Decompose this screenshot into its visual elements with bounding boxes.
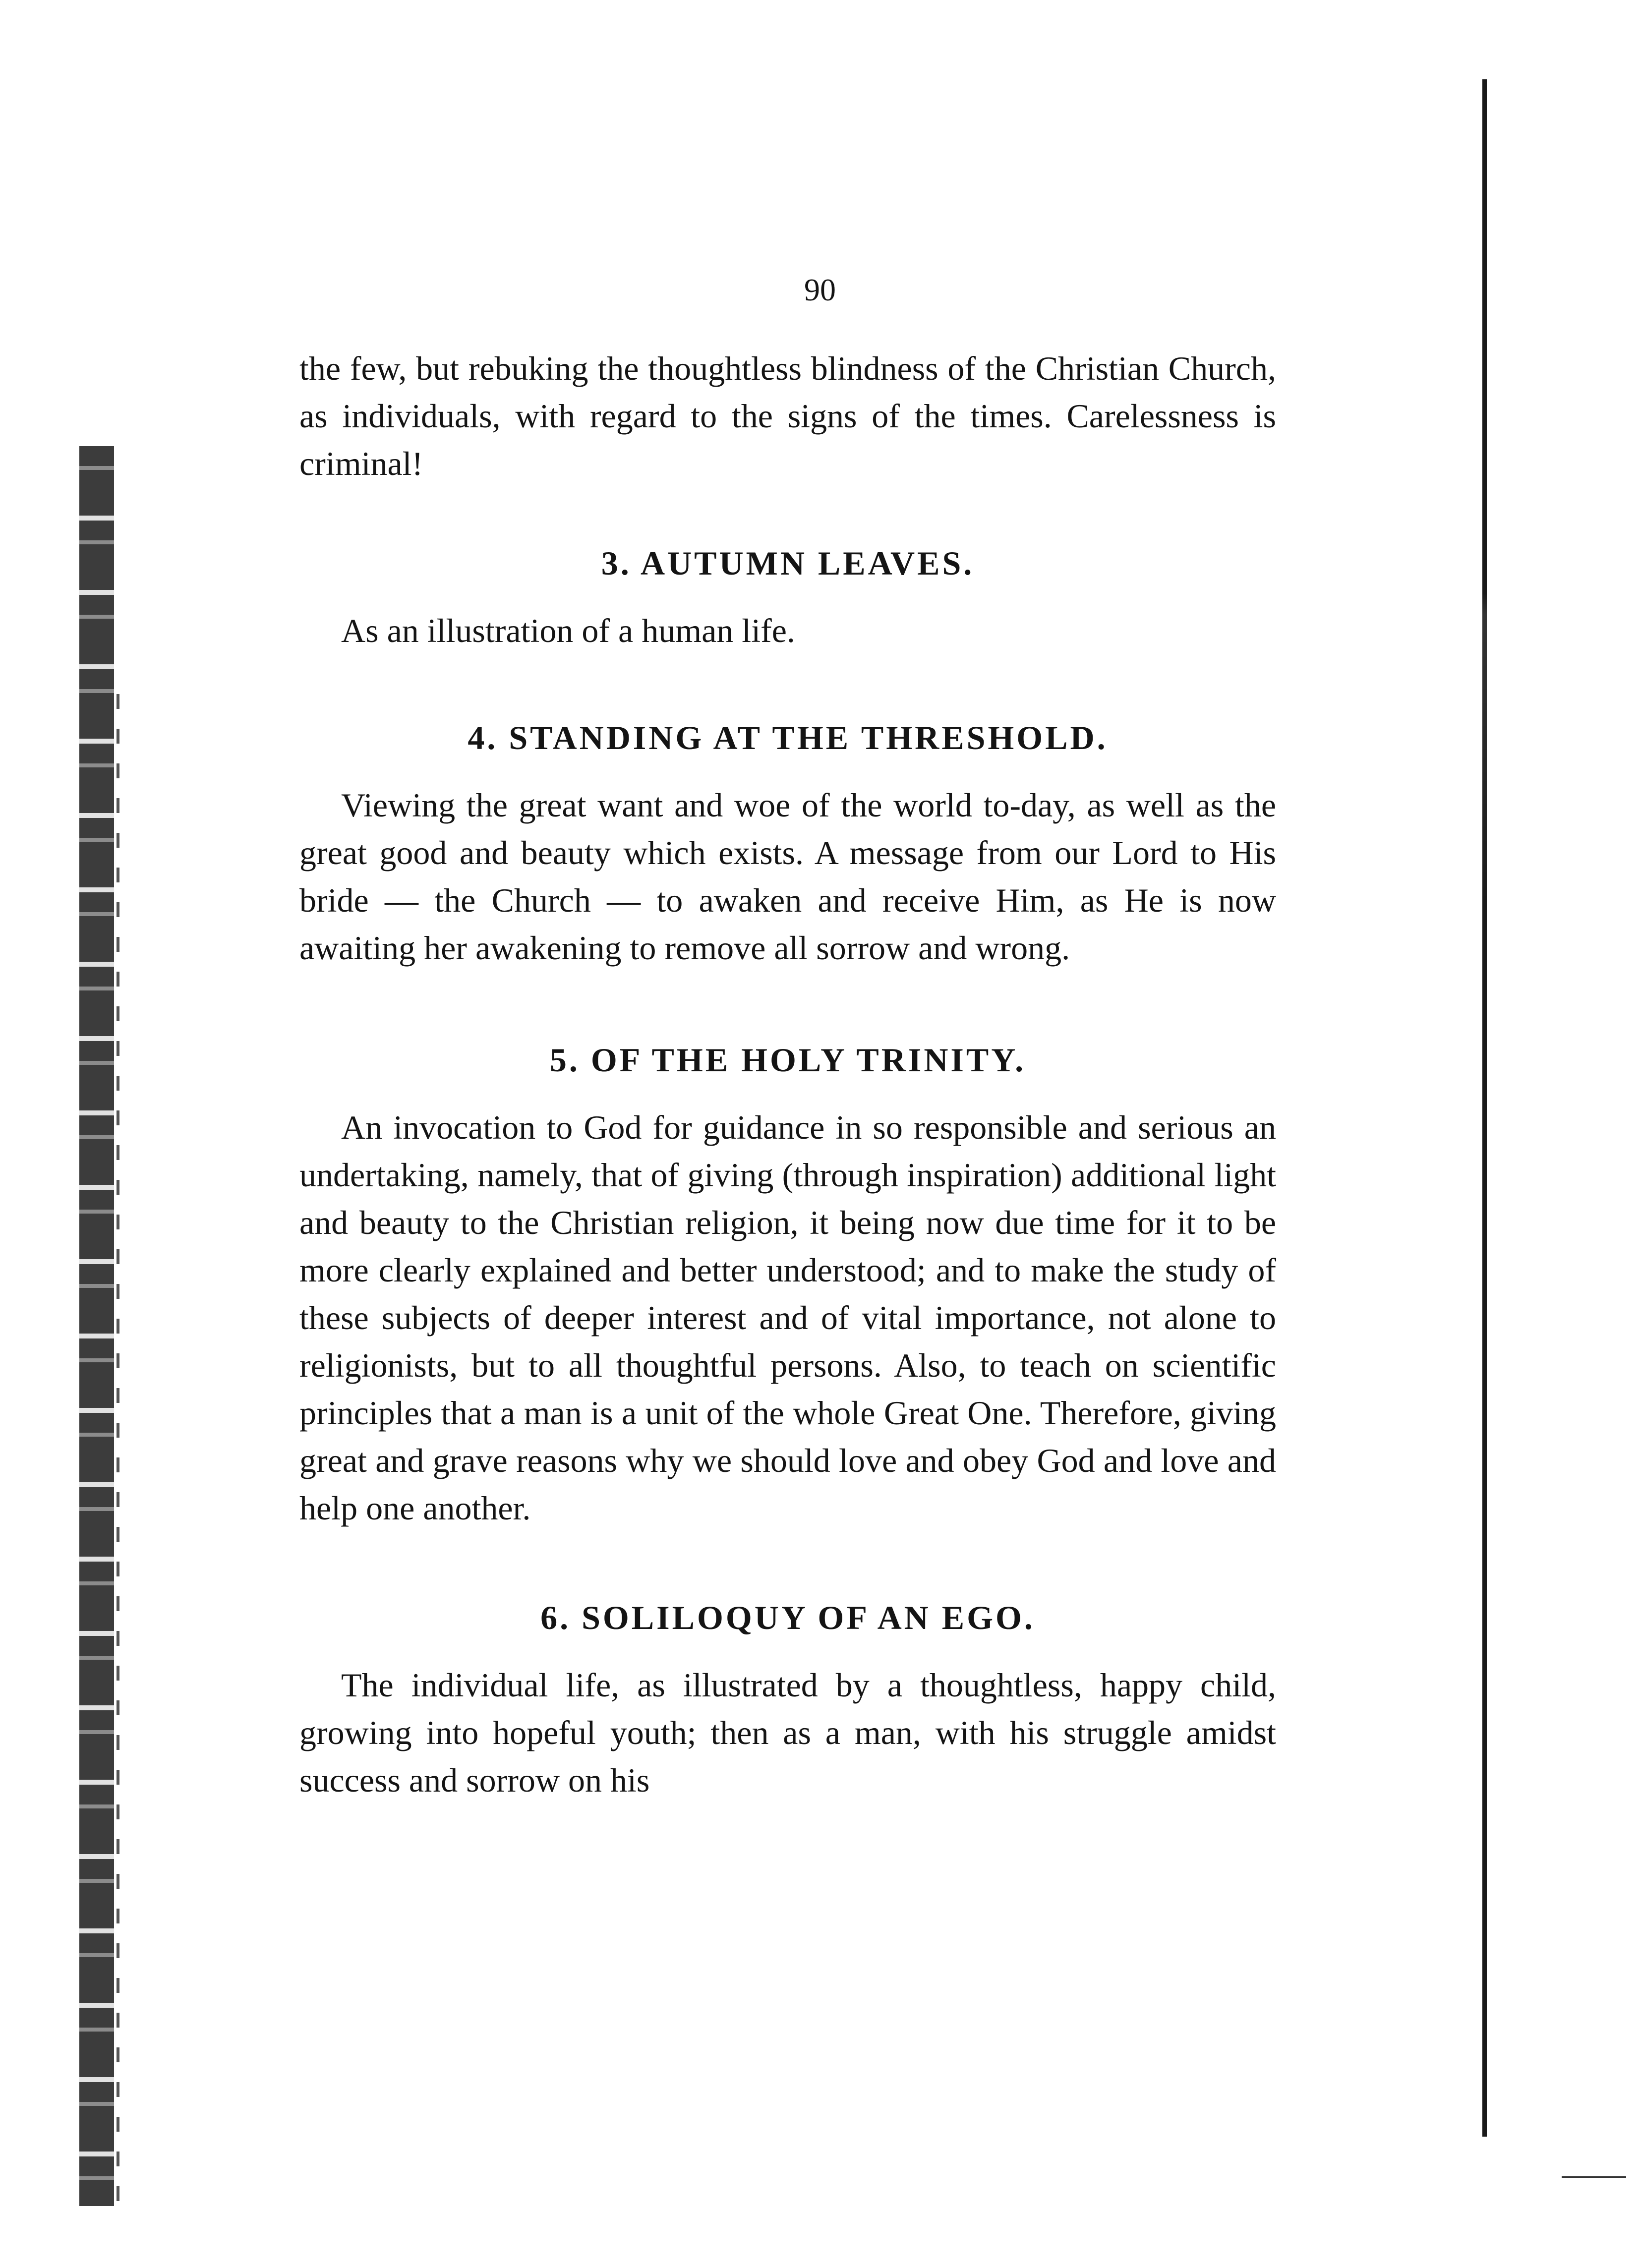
section-5-body: An invocation to God for guidance in so responsible and serious an undertaking, namely, that of giving (through inspiration) additional light and beauty to the Christian religion, it being now due time for it to be more clearly explained and better understood; and to make the study of these subjects of deeper interest and of vital importance, not alone to religionists, but to all thoughtful persons. Also, to teach on scientific principles that a man is a unit of the whole Great One. Therefore, giving great and grave reasons why we should love and obey God and love and help one another.: [299, 1108, 1276, 1527]
section-4-heading: 4. STANDING AT THE THRESHOLD.: [468, 719, 1108, 756]
text-block: [299, 345, 1276, 1804]
section-6-heading: 6. SOLILOQUY OF AN EGO.: [540, 1599, 1035, 1636]
section-3-body: As an illustration of a human life.: [341, 612, 795, 649]
page-edge-line: [1482, 79, 1487, 2137]
intro-paragraph: the few, but rebuking the thoughtless blindness of the Christian Church, as individuals, with regard to the signs of the times. Carelessness is criminal!: [299, 349, 1276, 482]
section-6-body: The individual life, as illustrated by a thoughtless, happy child, growing into hopeful youth; then as a man, with his struggle amidst success and sorrow on his: [299, 1666, 1276, 1799]
page-number: 90: [804, 272, 836, 307]
binding-gutter-line: [117, 694, 119, 2206]
section-5-heading: 5. OF THE HOLY TRINITY.: [549, 1041, 1026, 1079]
section-4-body: Viewing the great want and woe of the world to-day, as well as the great good and beauty which exists. A message from our Lord to His bride — the Church — to awaken and receive Him, as He is now awaiting her awakening to remove all sorrow and wrong.: [299, 786, 1276, 967]
page-edge-mark: [1562, 2176, 1626, 2178]
section-3-heading: 3. AUTUMN LEAVES.: [601, 544, 975, 582]
binding-gutter-shadow: [79, 446, 114, 2206]
